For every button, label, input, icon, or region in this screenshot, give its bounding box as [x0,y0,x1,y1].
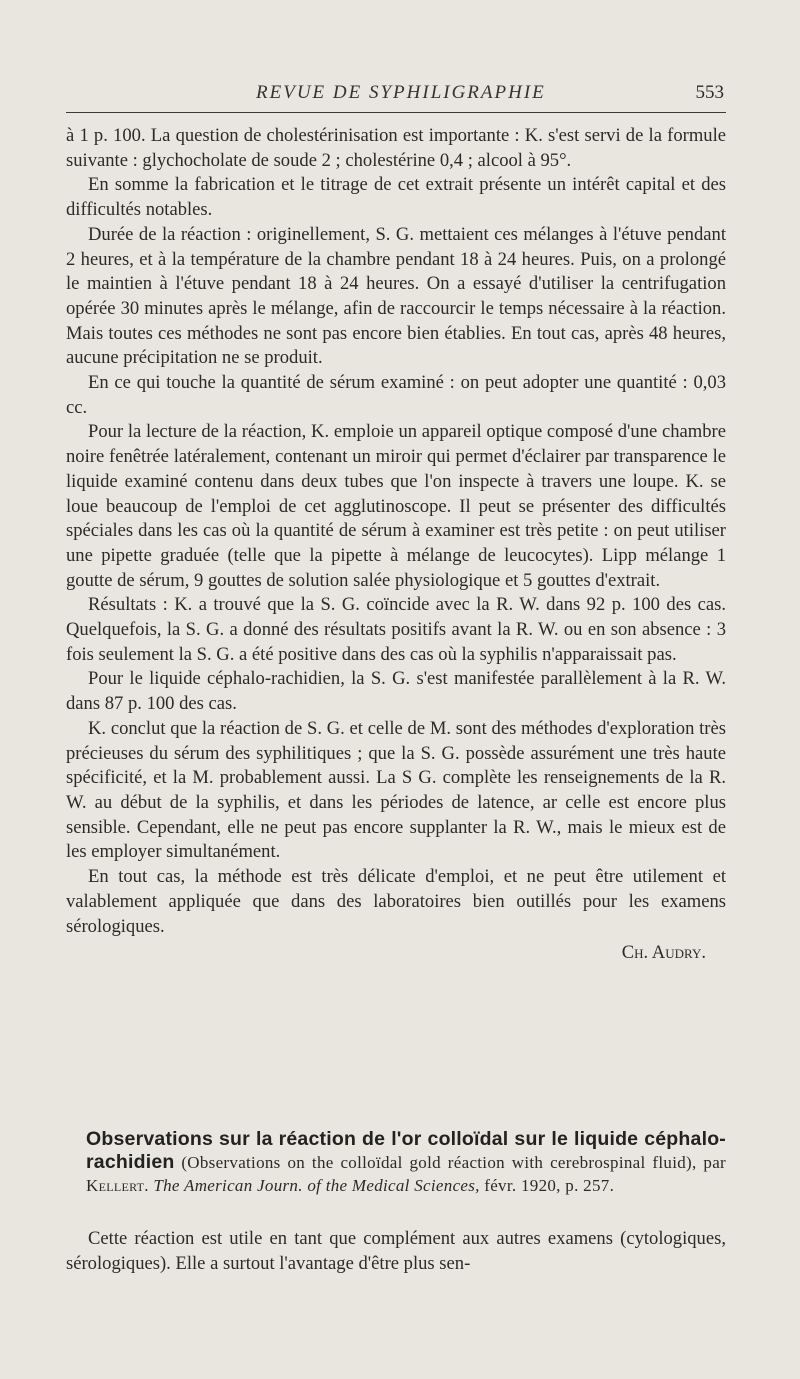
section-journal: The American Journ. of the Medical Sciences, [153,1176,480,1195]
section-title: Observations sur la réaction de l'or colloïdal sur le liquide céphalo-rachidien [86,1128,726,1173]
tail-paragraph: Cette réaction est utile en tant que complément aux autres examens (cytologiques, sérologiques). Elle a surtout l'avantage d'être plus sen- [66,1228,726,1274]
paragraph-4: En ce qui touche la quantité de sérum examiné : on peut adopter une quantité : 0,03 cc. [66,372,726,418]
running-title: REVUE DE SYPHILIGRAPHIE [256,82,546,103]
author-signature: Ch. Audry. [621,942,706,964]
section-heading-block [66,1128,726,1197]
running-header [66,78,726,113]
section-date-pages: févr. 1920, p. 257. [484,1176,615,1195]
paragraph-9: En tout cas, la méthode est très délicate d'emploi, et ne peut être utilement et valablement appliquée que dans des laboratoires bien outillés pour les examens sérologiques. [66,866,726,937]
paragraph-8: K. conclut que la réaction de S. G. et celle de M. sont des méthodes d'exploration très précieuses du sérum des syphilitiques ; que la S. G. possède assurément une très haute spécificité, et la M. probablement aussi. La S G. complète les renseignements de la R. W. au début de la syphilis, et dans les périodes de latence, ar celle est encore plus sensible. Cependant, elle ne peut pas encore supplanter la R. W., mais le mieux est de les employer simultanément. [66,717,726,863]
section-body [66,1227,726,1276]
page-number: 553 [695,82,724,103]
paragraph-5: Pour la lecture de la réaction, K. emploie un appareil optique composé d'une chambre noire fenêtrée latéralement, contenant un miroir qui permet d'éclairer par transparence le liquide examiné contenu dans deux tubes que l'on inspecte à travers une loupe. K. se loue beaucoup de l'emploi de cet agglutinoscope. Il peut se présenter des difficultés spéciales dans les cas où la quantité de sérum à examiner est très petite : on peut utiliser une pipette graduée (telle que la pipette à mélange de leucocytes). Lipp mélange 1 goutte de sérum, 9 gouttes de solution salée physiologique et 5 gouttes d'extrait. [66,421,726,591]
paragraph-7: Pour le liquide céphalo-rachidien, la S. G. s'est manifestée parallèlement à la R. W. dans 87 p. 100 des cas. [66,668,726,715]
paragraph-6: Résultats : K. a trouvé que la S. G. coïncide avec la R. W. dans 92 p. 100 des cas. Quelquefois, la S. G. a donné des résultats positifs avant la R. W. ou en son absence : 3 fois seulement la S. G. a été positive dans des cas où la syphilis n'apparaissait pas. [66,594,726,665]
section-ref-prefix: (Observations on the colloïdal gold réaction with cerebrospinal fluid), par [181,1153,727,1172]
paragraph-2: En somme la fabrication et le titrage de cet extrait présente un intérêt capital et des difficultés notables. [66,174,726,221]
paragraph-3: Durée de la réaction : originellement, S. G. mettaient ces mélanges à l'étuve pendant 2 heures, et à la température de la chambre pendant 18 à 24 heures. Puis, on a prolongé le maintien à l'étuve pendant 18 à 24 heures. On a essayé d'utiliser la centrifugation opérée 30 minutes après le mélange, afin de raccourcir le temps nécessaire à la réaction. Mais toutes ces méthodes ne sont pas encore bien établies. En tout cas, après 48 heures, aucune précipitation ne se produit. [66,223,726,369]
article-body [66,124,726,966]
section-author: Kellert. [86,1176,149,1195]
paragraph-1: à 1 p. 100. La question de cholestérinisation est importante : K. s'est servi de la formule suivante : glychocholate de soude 2 ; cholestérine 0,4 ; alcool à 95°. [66,125,726,171]
new-section [66,1128,726,1197]
